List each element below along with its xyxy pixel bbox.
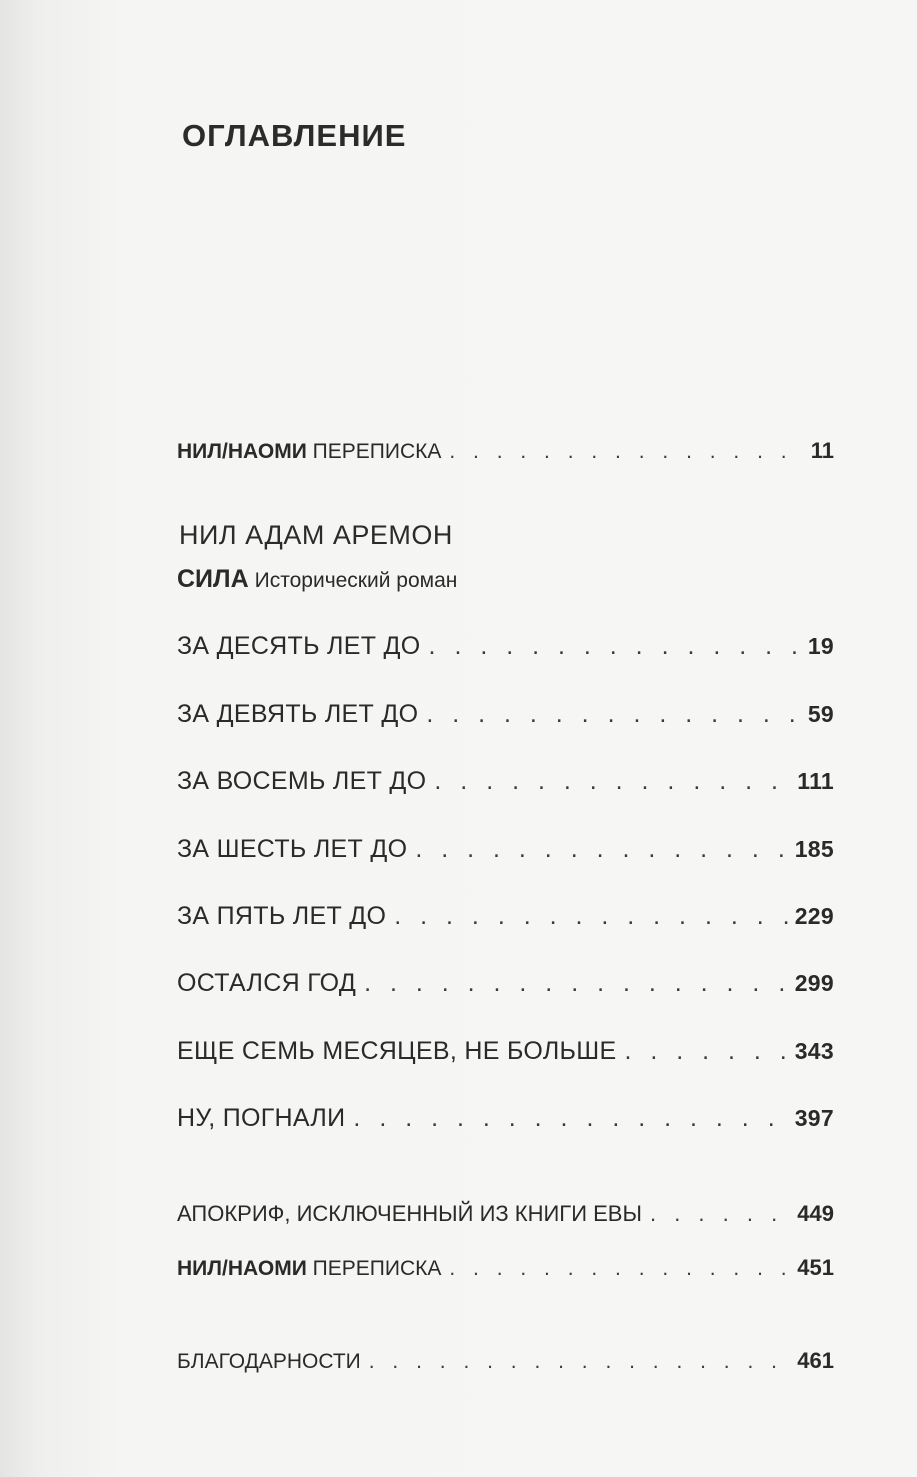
book-title: СИЛА bbox=[177, 565, 249, 593]
toc-entry-outro-correspondence[interactable] bbox=[177, 1255, 834, 1281]
toc-entry-label-rest: ПЕРЕПИСКА bbox=[312, 440, 442, 463]
leader-dots bbox=[449, 440, 804, 464]
toc-page-number: 11 bbox=[810, 438, 834, 463]
toc-entry-acknowledgements[interactable] bbox=[177, 1348, 834, 1374]
toc-entry-label: ЗА ДЕВЯТЬ ЛЕТ ДО bbox=[177, 700, 419, 728]
toc-page-number: 111 bbox=[797, 768, 834, 794]
book-genre: Исторический роман bbox=[254, 569, 458, 592]
toc-page-number: 19 bbox=[807, 633, 834, 659]
toc-entry-chapter-1[interactable] bbox=[177, 632, 834, 661]
toc-entry-label bbox=[177, 440, 441, 464]
toc-entry-label: ЗА ВОСЕМЬ ЛЕТ ДО bbox=[177, 767, 427, 795]
toc-page-number: 229 bbox=[794, 903, 834, 929]
toc-entry-label bbox=[177, 1257, 441, 1281]
toc-entry-label-bold: НИЛ/НАОМИ bbox=[177, 1257, 307, 1280]
toc-entry-label-bold: НИЛ/НАОМИ bbox=[177, 440, 307, 463]
toc-entry-chapter-8[interactable] bbox=[177, 1104, 834, 1133]
leader-dots bbox=[415, 835, 788, 864]
page-title: ОГЛАВЛЕНИЕ bbox=[182, 118, 407, 153]
leader-dots bbox=[449, 1257, 791, 1281]
leader-dots bbox=[353, 1104, 788, 1133]
toc-entry-label: ОСТАЛСЯ ГОД bbox=[177, 969, 357, 997]
leader-dots bbox=[394, 902, 788, 931]
leader-dots bbox=[429, 632, 802, 661]
toc-entry-label: ЗА ШЕСТЬ ЛЕТ ДО bbox=[177, 835, 408, 863]
toc-entry-chapter-6[interactable] bbox=[177, 969, 834, 998]
toc-entry-intro-correspondence[interactable] bbox=[177, 438, 834, 464]
toc-entry-label: ЗА ПЯТЬ ЛЕТ ДО bbox=[177, 902, 387, 930]
toc-page-number: 299 bbox=[794, 970, 834, 996]
toc-page-number: 449 bbox=[797, 1201, 834, 1226]
toc-entry-label: ЕЩЕ СЕМЬ МЕСЯЦЕВ, НЕ БОЛЬШЕ bbox=[177, 1037, 617, 1065]
toc-entry-chapter-7[interactable] bbox=[177, 1037, 834, 1066]
toc-entry-apocrypha[interactable] bbox=[177, 1201, 834, 1227]
leader-dots bbox=[364, 969, 789, 998]
toc-entry-chapter-4[interactable] bbox=[177, 835, 834, 864]
toc-entry-label-rest: ПЕРЕПИСКА bbox=[312, 1257, 442, 1280]
toc-entry-chapter-5[interactable] bbox=[177, 902, 834, 931]
toc-page-number: 461 bbox=[797, 1348, 834, 1373]
toc-entry-label: ЗА ДЕСЯТЬ ЛЕТ ДО bbox=[177, 632, 421, 660]
toc-page-number: 59 bbox=[807, 701, 834, 727]
toc-page-number: 185 bbox=[794, 836, 834, 862]
leader-dots bbox=[624, 1037, 788, 1066]
toc-page-number: 397 bbox=[794, 1105, 834, 1131]
author-name: НИЛ АДАМ АРЕМОН bbox=[179, 520, 453, 550]
leader-dots bbox=[434, 767, 791, 796]
toc-entry-label: АПОКРИФ, ИСКЛЮЧЕННЫЙ ИЗ КНИГИ ЕВЫ bbox=[177, 1201, 642, 1226]
leader-dots bbox=[369, 1350, 792, 1374]
leader-dots bbox=[650, 1201, 791, 1227]
toc-page-number: 451 bbox=[797, 1255, 834, 1280]
toc-page-number: 343 bbox=[794, 1038, 834, 1064]
leader-dots bbox=[426, 700, 801, 729]
toc-entry-chapter-3[interactable] bbox=[177, 767, 834, 796]
toc-entry-label: БЛАГОДАРНОСТИ bbox=[177, 1350, 361, 1373]
toc-entry-chapter-2[interactable] bbox=[177, 700, 834, 729]
book-subtitle bbox=[177, 565, 457, 594]
toc-entry-label: НУ, ПОГНАЛИ bbox=[177, 1104, 346, 1132]
